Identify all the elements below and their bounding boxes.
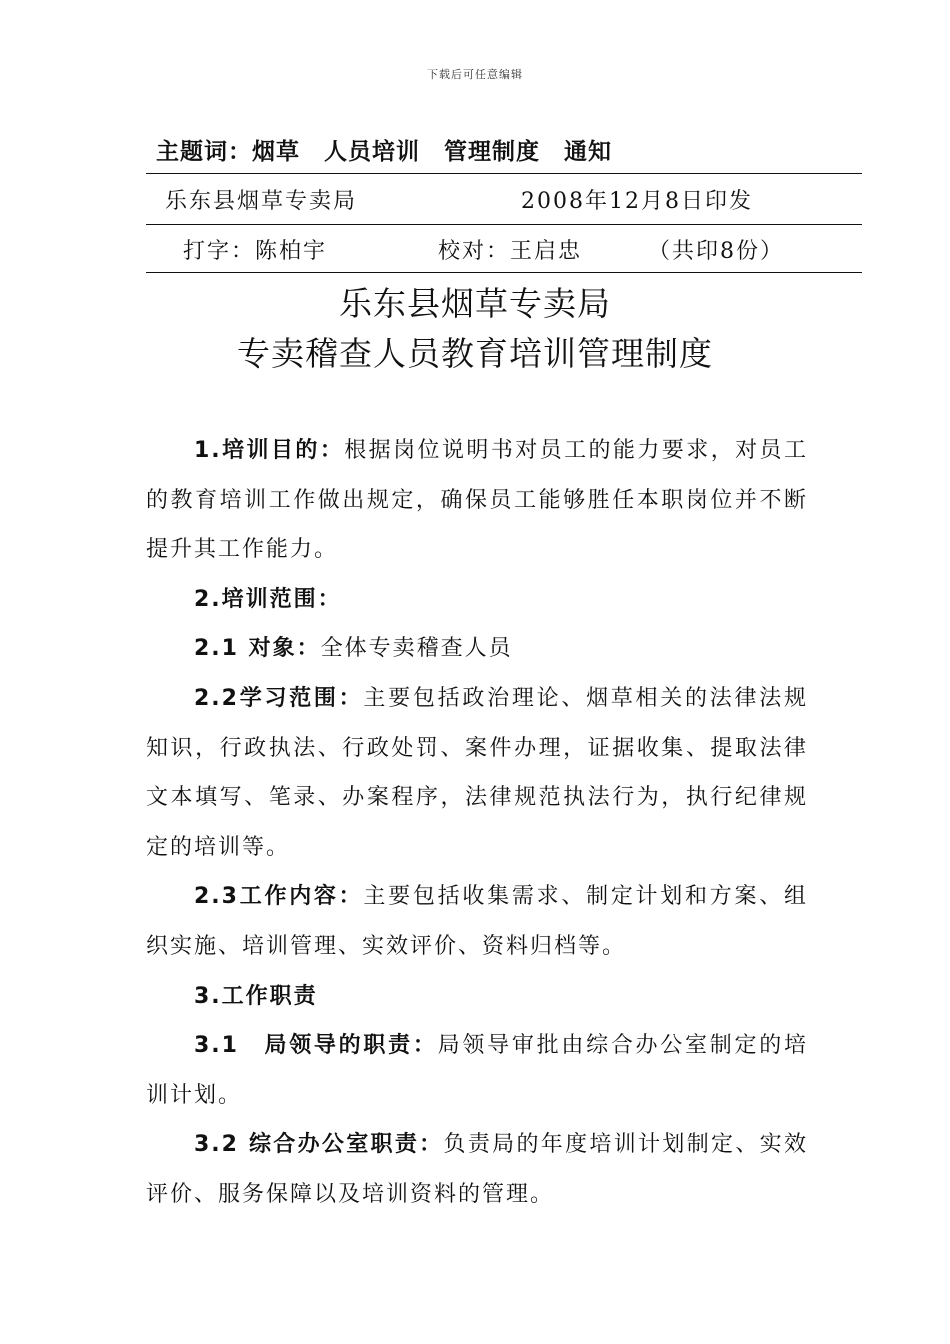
issuer-name: 乐东县烟草专卖局 — [165, 189, 358, 214]
section-2-scope — [146, 575, 808, 625]
section-3-1-leadership — [146, 1021, 808, 1120]
section-2-2-label: 2.2学习范围： — [194, 686, 364, 711]
copies-count: （共印8份） — [648, 239, 784, 264]
section-2-2-learning-scope — [146, 674, 808, 872]
divider-top — [146, 173, 862, 174]
section-1-text: 根据岗位说明书对员工的能力要求，对员工的教育培训工作做出规定，确保员工能够胜任本职岗位并不断提升其工作能力。 — [146, 438, 808, 562]
section-2-3-label: 2.3工作内容： — [194, 884, 364, 909]
typist: 打字：陈柏宇 — [183, 239, 328, 264]
section-2-3-text: 主要包括收集需求、制定计划和方案、组织实施、培训管理、实效评价、资料归档等。 — [146, 884, 808, 959]
document-title-line1: 乐东县烟草专卖局 — [339, 284, 611, 323]
section-3-2-office — [146, 1120, 808, 1219]
section-3-2-text: 负责局的年度培训计划制定、实效评价、服务保障以及培训资料的管理。 — [146, 1132, 808, 1207]
section-3-label: 3.工作职责 — [194, 984, 318, 1009]
section-1-label: 1.培训目的： — [194, 438, 345, 463]
section-3-2-label: 3.2 综合办公室职责： — [194, 1132, 444, 1157]
proofreader: 校对：王启忠 — [438, 239, 583, 264]
header-note: 下载后可任意编辑 — [427, 68, 523, 81]
issuer-row — [165, 184, 855, 215]
section-2-3-work-content — [146, 872, 808, 971]
section-2-1-label: 2.1 对象： — [194, 636, 321, 661]
section-2-label: 2.培训范围： — [194, 587, 342, 612]
section-2-1-text: 全体专卖稽查人员 — [320, 636, 513, 661]
section-3-1-text: 局领导审批由综合办公室制定的培训计划。 — [146, 1033, 808, 1108]
section-2-2-text: 主要包括政治理论、烟草相关的法律法规知识，行政执法、行政处罚、案件办理，证据收集、提取法律文本填写、笔录、办案程序，法律规范执法行为，执行纪律规定的培训等。 — [146, 686, 808, 860]
section-3-duties — [146, 972, 808, 1022]
document-title-line2: 专卖稽查人员教育培训管理制度 — [237, 334, 713, 373]
divider-middle — [146, 224, 862, 225]
divider-bottom — [146, 272, 862, 273]
section-2-1-target — [146, 624, 808, 674]
section-1-purpose — [146, 426, 808, 575]
keywords-line: 主题词：烟草 人员培训 管理制度 通知 — [156, 139, 612, 165]
staff-row — [183, 234, 853, 265]
section-3-1-label: 3.1 局领导的职责： — [194, 1033, 438, 1058]
issue-date: 2008年12月8日印发 — [521, 189, 753, 214]
